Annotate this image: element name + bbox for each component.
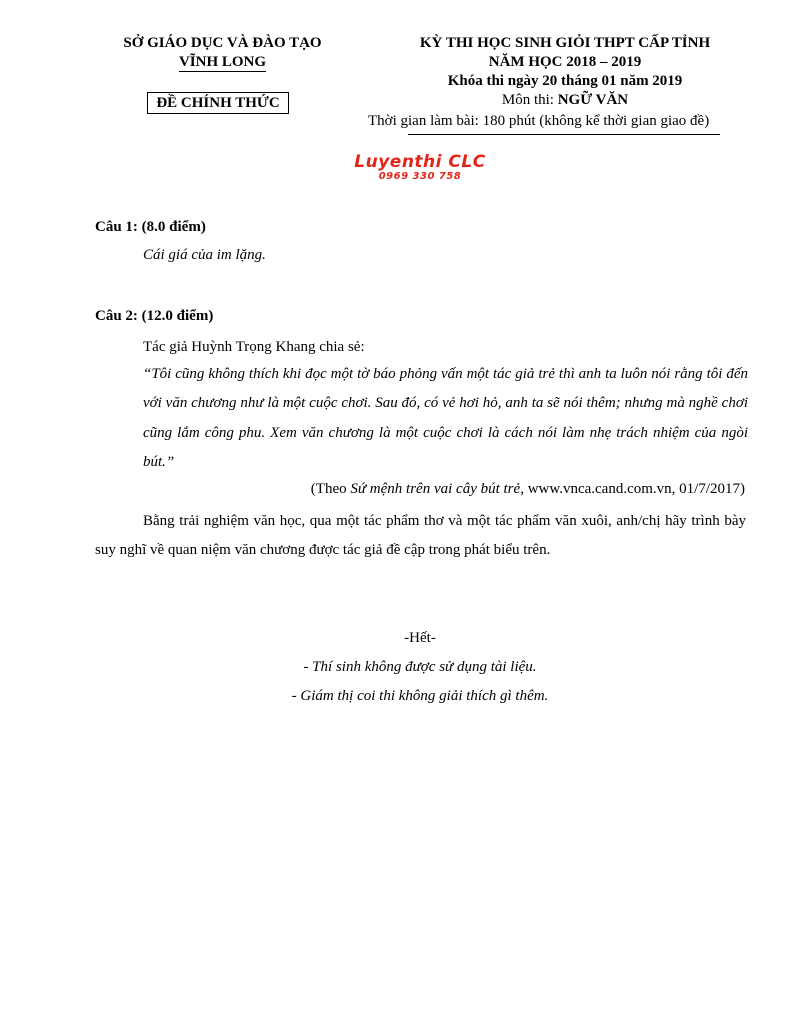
author-quote: “Tôi cũng không thích khi đọc một tờ báo phỏng vấn một tác giả trẻ thì anh ta luôn nói rằng tôi đến với văn chương như là một cuộc chơi. Sau đó, có vẻ hơi hỏ, anh ta sẽ nói thêm; nhưng mà nghề chơi cũng lắm công phu. Xem văn chương là một cuộc chơi là cách nói làm nhẹ trách nhiệm của ngòi bút.” bbox=[143, 366, 748, 470]
duration-underline bbox=[408, 134, 720, 135]
proctor-note: - Giám thị coi thi không giải thích gì thêm. bbox=[291, 688, 549, 704]
question-2-label bbox=[95, 307, 745, 326]
quote-source bbox=[95, 481, 745, 498]
school-year: NĂM HỌC 2018 – 2019 bbox=[488, 54, 642, 70]
question-1-heading: Câu 1: (8.0 điểm) bbox=[95, 219, 206, 235]
official-exam-badge: ĐỀ CHÍNH THỨC bbox=[147, 92, 289, 114]
issuing-agency bbox=[95, 34, 350, 72]
exam-duration: Thời gian làm bài: 180 phút (không kể thời gian giao đề) bbox=[368, 113, 710, 129]
subject-line bbox=[360, 91, 770, 110]
exam-header bbox=[360, 34, 770, 110]
subject-name: NGỮ VĂN bbox=[557, 92, 629, 108]
question-2-task: Bằng trải nghiệm văn học, qua một tác phẩm thơ và một tác phẩm văn xuôi, anh/chị hãy trình bày suy nghĩ về quan niệm văn chương được tác giả đề cập trong phát biểu trên. bbox=[95, 513, 746, 558]
end-mark: -Hết- bbox=[404, 630, 436, 646]
source-prefix: (Theo bbox=[310, 481, 351, 497]
exam-title: KỲ THI HỌC SINH GIỎI THPT CẤP TỈNH bbox=[419, 35, 711, 51]
question-1-prompt: Cái giá của im lặng. bbox=[143, 247, 266, 263]
agency-province: VĨNH LONG bbox=[178, 54, 267, 70]
agency-name: SỞ GIÁO DỤC VÀ ĐÀO TẠO bbox=[123, 35, 322, 51]
watermark-logo bbox=[345, 152, 495, 186]
source-title: Sứ mệnh trên vai cây bút trẻ bbox=[350, 481, 521, 497]
question-2-heading: Câu 2: (12.0 điểm) bbox=[95, 308, 214, 324]
exam-date: Khóa thi ngày 20 tháng 01 năm 2019 bbox=[447, 73, 683, 89]
watermark-phone: 0969 330 758 bbox=[378, 171, 462, 182]
candidate-note: - Thí sinh không được sử dụng tài liệu. bbox=[303, 659, 537, 675]
source-suffix: , www.vnca.cand.com.vn, 01/7/2017) bbox=[520, 481, 745, 497]
question-2-intro: Tác giả Huỳnh Trọng Khang chia sẻ: bbox=[143, 339, 365, 355]
watermark-brand: Luyenthi CLC bbox=[354, 152, 486, 172]
question-1-label bbox=[95, 218, 745, 237]
subject-prefix: Môn thi: bbox=[501, 92, 558, 108]
